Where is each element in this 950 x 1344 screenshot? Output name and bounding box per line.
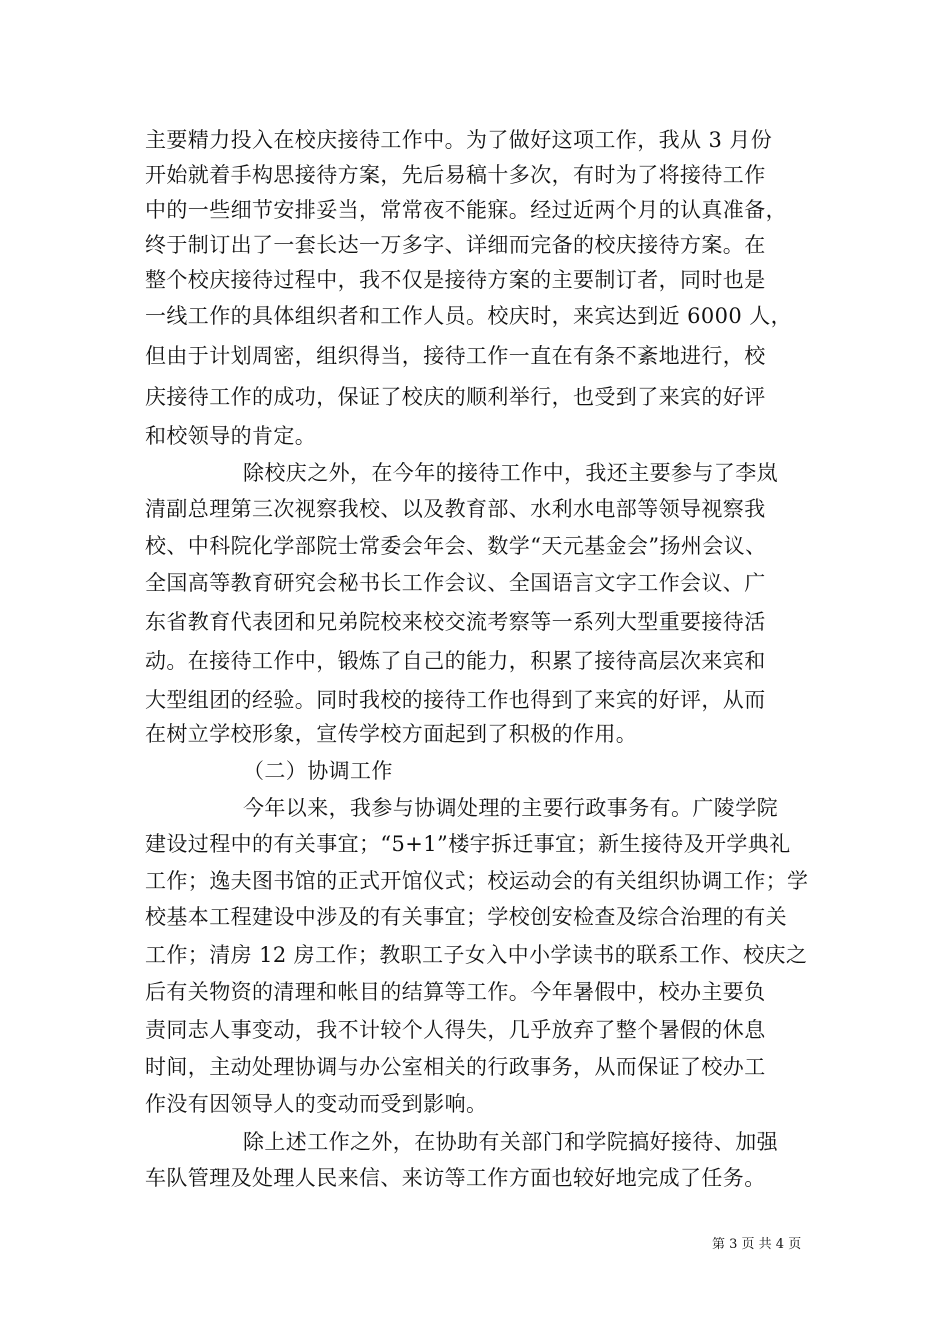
text-line: 全国高等教育研究会秘书长工作会议、全国语言文字工作会议、广 — [145, 571, 766, 595]
text-line: 但由于计划周密，组织得当，接待工作一直在有条不紊地进行，校 — [145, 344, 766, 368]
text-line: 终于制订出了一套长达一万多字、详细而完备的校庆接待方案。在 — [145, 233, 766, 257]
text-line: 在树立学校形象，宣传学校方面起到了积极的作用。 — [145, 722, 638, 746]
paragraph-first-line: 除校庆之外，在今年的接待工作中，我还主要参与了李岚 — [243, 461, 778, 485]
text-line: 中的一些细节安排妥当，常常夜不能寐。经过近两个月的认真准备， — [145, 198, 787, 222]
text-line: 清副总理第三次视察我校、以及教育部、水利水电部等领导视察我 — [145, 497, 766, 521]
text-line: 校基本工程建设中涉及的有关事宜；学校创安检查及综合治理的有关 — [145, 905, 787, 929]
text-line: 庆接待工作的成功，保证了校庆的顺利举行，也受到了来宾的好评 — [145, 385, 766, 409]
text-line: 校、中科院化学部院士常委会年会、数学“天元基金会”扬州会议、 — [145, 534, 767, 558]
text-line: 主要精力投入在校庆接待工作中。为了做好这项工作，我从 3 月份 — [145, 128, 773, 152]
text-line: 东省教育代表团和兄弟院校来校交流考察等一系列大型重要接待活 — [145, 610, 766, 634]
text-line: 责同志人事变动，我不计较个人得失，几乎放弃了整个暑假的休息 — [145, 1018, 766, 1042]
text-line: 时间，主动处理协调与办公室相关的行政事务，从而保证了校办工 — [145, 1055, 766, 1079]
page-number-footer: 第 3 页 共 4 页 — [712, 1237, 802, 1252]
paragraph-first-line: 除上述工作之外，在协助有关部门和学院搞好接待、加强 — [243, 1130, 778, 1154]
text-line: 大型组团的经验。同时我校的接待工作也得到了来宾的好评，从而 — [145, 688, 766, 712]
text-line: 工作；清房 12 房工作；教职工子女入中小学读书的联系工作、校庆之 — [145, 943, 808, 967]
text-line: 一线工作的具体组织者和工作人员。校庆时，来宾达到近 6000 人， — [145, 304, 792, 328]
text-line: 工作；逸夫图书馆的正式开馆仪式；校运动会的有关组织协调工作；学 — [145, 869, 809, 893]
text-line: 开始就着手构思接待方案，先后易稿十多次，有时为了将接待工作 — [145, 163, 766, 187]
text-line: 动。在接待工作中，锻炼了自己的能力，积累了接待高层次来宾和 — [145, 649, 766, 673]
text-line: 和校领导的肯定。 — [145, 424, 317, 448]
text-line: 后有关物资的清理和帐目的结算等工作。今年暑假中，校办主要负 — [145, 980, 766, 1004]
text-line: 建设过程中的有关事宜；“5+1”楼宇拆迁事宜；新生接待及开学典礼 — [145, 832, 791, 856]
paragraph-first-line: 今年以来，我参与协调处理的主要行政事务有。广陵学院 — [243, 796, 778, 820]
text-line: 作没有因领导人的变动而受到影响。 — [145, 1092, 488, 1116]
section-heading: （二）协调工作 — [243, 759, 393, 783]
text-line: 整个校庆接待过程中，我不仅是接待方案的主要制订者，同时也是 — [145, 268, 766, 292]
text-line: 车队管理及处理人民来信、来访等工作方面也较好地完成了任务。 — [145, 1166, 766, 1190]
